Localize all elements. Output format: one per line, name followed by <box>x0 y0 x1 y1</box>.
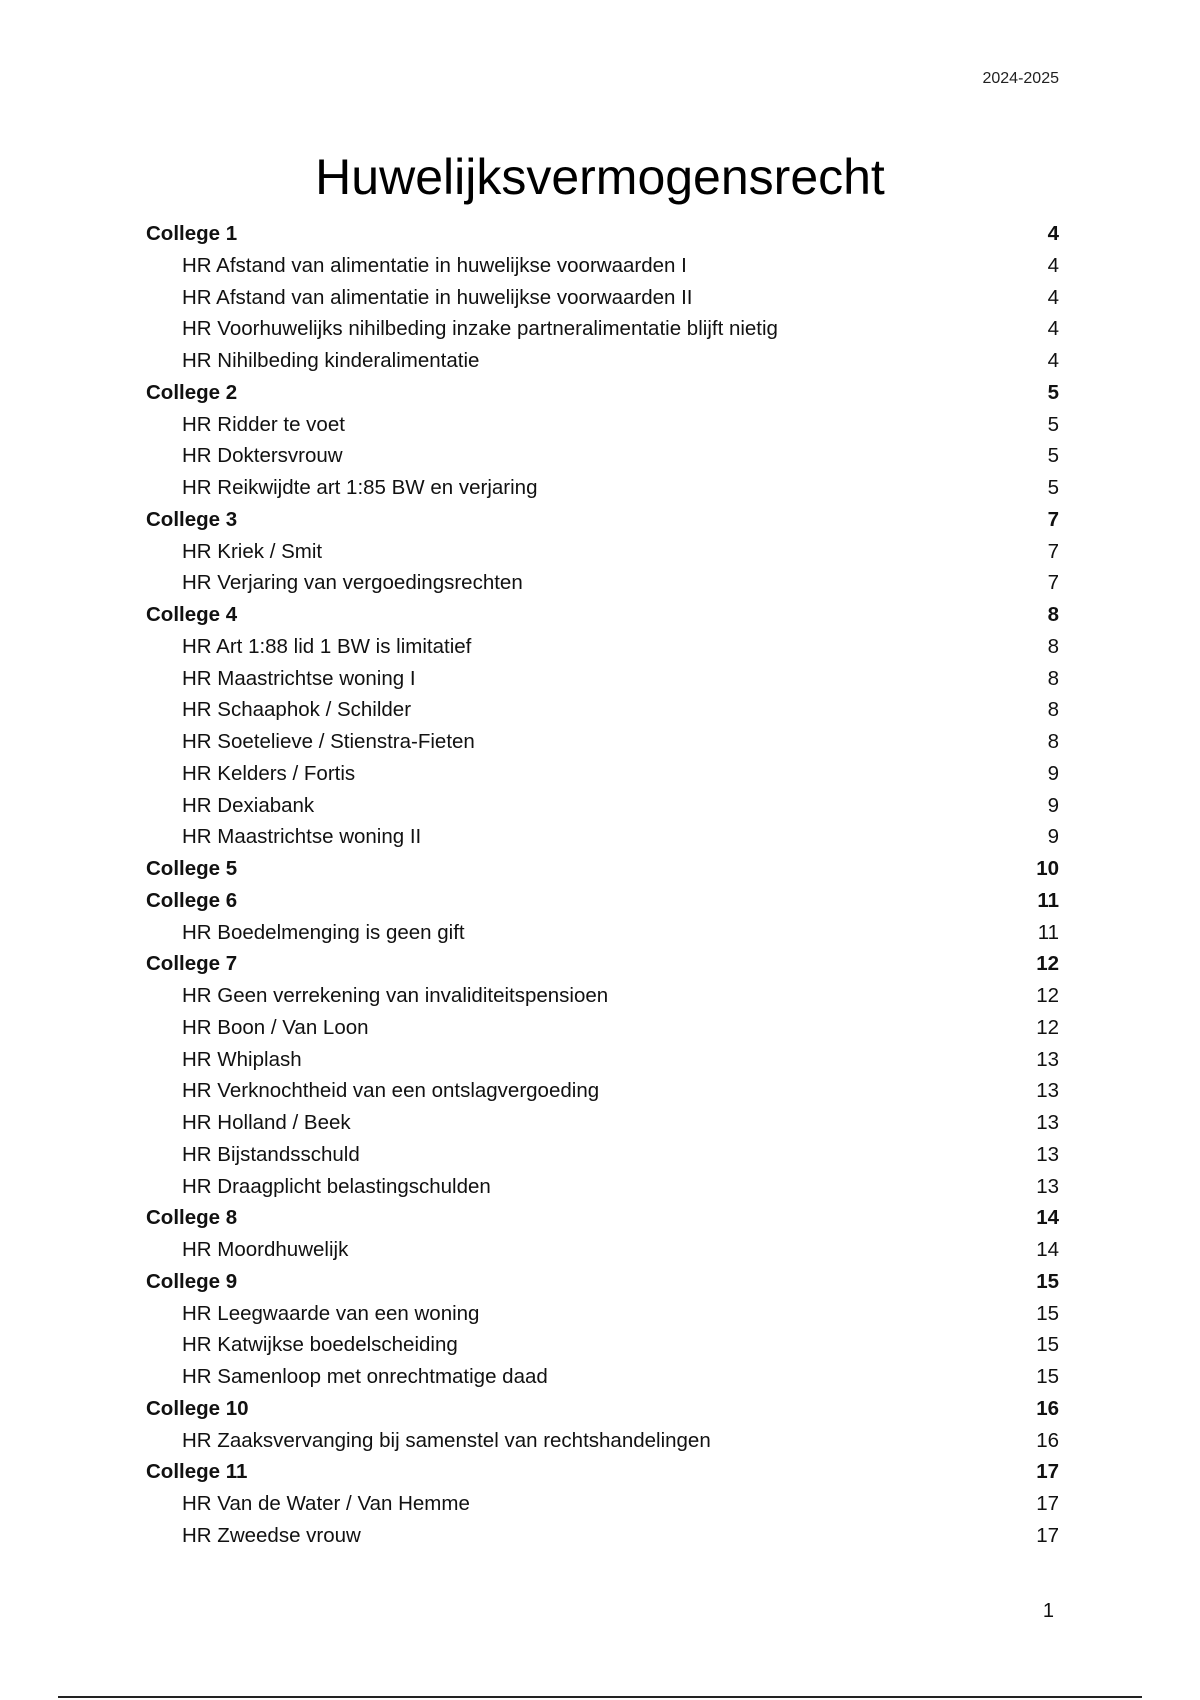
toc-entry-label: HR Doktersvrouw <box>182 444 343 468</box>
toc-college-entry[interactable] <box>146 218 1059 250</box>
toc-entry-label: HR Geen verrekening van invaliditeitspensioen <box>182 984 609 1007</box>
toc-entry-label: College 7 <box>146 952 238 976</box>
toc-entry-label: College 4 <box>146 603 238 626</box>
toc-entry-label: HR Holland / Beek <box>182 1111 351 1134</box>
toc-entry-page: 11 <box>1037 888 1059 912</box>
toc-case-entry[interactable] <box>146 345 1059 377</box>
toc-case-entry[interactable] <box>146 1107 1059 1139</box>
toc-case-entry[interactable] <box>146 1044 1059 1076</box>
toc-entry-label: HR Moordhuwelijk <box>182 1238 349 1261</box>
toc-entry-label: College 1 <box>146 222 238 245</box>
toc-entry-page: 14 <box>1036 1206 1059 1230</box>
toc-entry-label: HR Kriek / Smit <box>182 539 323 563</box>
toc-college-entry[interactable] <box>146 504 1059 536</box>
toc-case-entry[interactable] <box>146 726 1059 758</box>
toc-entry-label: HR Maastrichtse woning I <box>182 666 416 690</box>
toc-entry-label: College 6 <box>146 888 238 912</box>
toc-entry-label: HR Boon / Van Loon <box>182 1015 369 1039</box>
toc-case-entry[interactable] <box>146 1139 1059 1171</box>
toc-entry-page: 16 <box>1036 1396 1059 1420</box>
toc-entry-page: 13 <box>1036 1142 1059 1166</box>
toc-case-entry[interactable] <box>146 980 1059 1012</box>
toc-entry-page: 5 <box>1047 412 1059 436</box>
toc-entry-label: HR Maastrichtse woning II <box>182 825 422 849</box>
toc-entry-page: 17 <box>1036 1523 1059 1547</box>
toc-college-entry[interactable] <box>146 1202 1059 1234</box>
toc-case-entry[interactable] <box>146 1488 1059 1520</box>
toc-case-entry[interactable] <box>146 917 1059 949</box>
toc-entry-label: HR Nihilbeding kinderalimentatie <box>182 349 480 372</box>
toc-entry-page: 8 <box>1047 603 1059 626</box>
toc-entry-page: 5 <box>1047 444 1059 468</box>
toc-entry-page: 13 <box>1036 1174 1059 1198</box>
toc-entry-page: 4 <box>1047 317 1059 341</box>
toc-entry-label: HR Art 1:88 lid 1 BW is limitatief <box>182 634 472 658</box>
toc-entry-label: College 9 <box>146 1269 238 1293</box>
toc-college-entry[interactable] <box>146 1456 1059 1488</box>
toc-case-entry[interactable] <box>146 1425 1059 1457</box>
toc-case-entry[interactable] <box>146 472 1059 504</box>
toc-entry-page: 11 <box>1037 920 1059 944</box>
toc-entry-label: HR Voorhuwelijks nihilbeding inzake partneralimentatie blijft nietig <box>182 317 778 341</box>
table-of-contents <box>146 218 1059 1552</box>
toc-case-entry[interactable] <box>146 536 1059 568</box>
toc-case-entry[interactable] <box>146 790 1059 822</box>
header-year: 2024-2025 <box>982 70 1059 87</box>
toc-entry-label: College 2 <box>146 380 238 404</box>
toc-entry-page: 7 <box>1047 539 1059 563</box>
toc-case-entry[interactable] <box>146 1298 1059 1330</box>
toc-entry-label: HR Schaaphok / Schilder <box>182 698 412 722</box>
toc-entry-page: 7 <box>1047 507 1059 531</box>
toc-entry-label: HR Bijstandsschuld <box>182 1142 360 1166</box>
bottom-divider <box>58 1696 1142 1698</box>
toc-entry-page: 16 <box>1036 1428 1059 1452</box>
toc-entry-page: 8 <box>1047 666 1059 690</box>
toc-case-entry[interactable] <box>146 663 1059 695</box>
toc-case-entry[interactable] <box>146 758 1059 790</box>
toc-entry-label: HR Soetelieve / Stienstra-Fieten <box>182 730 475 753</box>
toc-entry-page: 17 <box>1036 1492 1059 1515</box>
document-title: Huwelijksvermogensrecht <box>315 149 885 205</box>
toc-entry-label: College 11 <box>146 1460 248 1484</box>
toc-entry-label: HR Zaaksvervanging bij samenstel van rechtshandelingen <box>182 1428 711 1452</box>
toc-entry-page: 4 <box>1047 349 1059 372</box>
toc-case-entry[interactable] <box>146 1329 1059 1361</box>
toc-case-entry[interactable] <box>146 440 1059 472</box>
toc-case-entry[interactable] <box>146 1012 1059 1044</box>
toc-case-entry[interactable] <box>146 694 1059 726</box>
toc-case-entry[interactable] <box>146 250 1059 282</box>
toc-college-entry[interactable] <box>146 948 1059 980</box>
toc-entry-page: 13 <box>1036 1079 1059 1103</box>
toc-college-entry[interactable] <box>146 885 1059 917</box>
toc-entry-page: 15 <box>1036 1269 1059 1293</box>
toc-entry-label: College 10 <box>146 1396 249 1420</box>
toc-entry-page: 8 <box>1047 698 1059 722</box>
toc-entry-page: 5 <box>1047 476 1059 499</box>
toc-case-entry[interactable] <box>146 631 1059 663</box>
toc-entry-page: 9 <box>1047 825 1059 849</box>
toc-entry-label: HR Whiplash <box>182 1047 302 1071</box>
toc-case-entry[interactable] <box>146 1361 1059 1393</box>
toc-college-entry[interactable] <box>146 1393 1059 1425</box>
toc-entry-page: 4 <box>1047 285 1059 309</box>
toc-college-entry[interactable] <box>146 377 1059 409</box>
toc-case-entry[interactable] <box>146 1234 1059 1266</box>
toc-entry-label: HR Leegwaarde van een woning <box>182 1301 480 1325</box>
toc-entry-label: HR Afstand van alimentatie in huwelijkse voorwaarden I <box>182 253 687 277</box>
toc-entry-label: HR Zweedse vrouw <box>182 1523 361 1547</box>
toc-entry-label: HR Verknochtheid van een ontslagvergoeding <box>182 1079 600 1103</box>
toc-case-entry[interactable] <box>146 1075 1059 1107</box>
toc-entry-page: 5 <box>1047 380 1059 404</box>
toc-entry-page: 12 <box>1036 952 1059 976</box>
toc-entry-page: 7 <box>1047 571 1059 595</box>
toc-entry-label: HR Samenloop met onrechtmatige daad <box>182 1365 548 1388</box>
toc-entry-label: College 3 <box>146 507 238 531</box>
toc-entry-page: 4 <box>1047 253 1059 277</box>
toc-case-entry[interactable] <box>146 1171 1059 1203</box>
toc-case-entry[interactable] <box>146 313 1059 345</box>
toc-entry-label: College 8 <box>146 1206 238 1230</box>
toc-entry-label: HR Katwijkse boedelscheiding <box>182 1333 458 1357</box>
toc-entry-page: 9 <box>1047 761 1059 785</box>
toc-entry-page: 9 <box>1047 793 1059 817</box>
toc-case-entry[interactable] <box>146 1520 1059 1552</box>
toc-entry-label: HR Verjaring van vergoedingsrechten <box>182 571 523 595</box>
toc-case-entry[interactable] <box>146 821 1059 853</box>
toc-college-entry[interactable] <box>146 853 1059 885</box>
toc-entry-page: 4 <box>1047 222 1059 245</box>
toc-entry-label: HR Reikwijdte art 1:85 BW en verjaring <box>182 476 538 499</box>
toc-entry-page: 12 <box>1036 1015 1059 1039</box>
toc-entry-page: 17 <box>1036 1460 1059 1484</box>
toc-entry-label: HR Kelders / Fortis <box>182 761 356 785</box>
toc-entry-page: 10 <box>1036 857 1059 880</box>
toc-case-entry[interactable] <box>146 282 1059 314</box>
toc-entry-page: 15 <box>1036 1365 1059 1388</box>
toc-entry-page: 15 <box>1036 1301 1059 1325</box>
toc-entry-page: 8 <box>1047 634 1059 658</box>
toc-entry-label: HR Dexiabank <box>182 793 315 817</box>
toc-college-entry[interactable] <box>146 599 1059 631</box>
toc-entry-page: 8 <box>1047 730 1059 753</box>
toc-entry-label: HR Van de Water / Van Hemme <box>182 1492 470 1515</box>
toc-entry-label: HR Afstand van alimentatie in huwelijkse voorwaarden II <box>182 285 693 309</box>
toc-entry-page: 13 <box>1036 1047 1059 1071</box>
toc-entry-page: 15 <box>1036 1333 1059 1357</box>
toc-college-entry[interactable] <box>146 1266 1059 1298</box>
toc-entry-label: HR Ridder te voet <box>182 412 345 436</box>
toc-case-entry[interactable] <box>146 567 1059 599</box>
toc-entry-label: HR Boedelmenging is geen gift <box>182 920 465 944</box>
toc-entry-label: College 5 <box>146 857 238 880</box>
toc-entry-label: HR Draagplicht belastingschulden <box>182 1174 491 1198</box>
toc-entry-page: 13 <box>1036 1111 1059 1134</box>
page-number: 1 <box>1042 1600 1054 1622</box>
toc-entry-page: 14 <box>1036 1238 1059 1261</box>
toc-entry-page: 12 <box>1036 984 1059 1007</box>
toc-case-entry[interactable] <box>146 409 1059 441</box>
